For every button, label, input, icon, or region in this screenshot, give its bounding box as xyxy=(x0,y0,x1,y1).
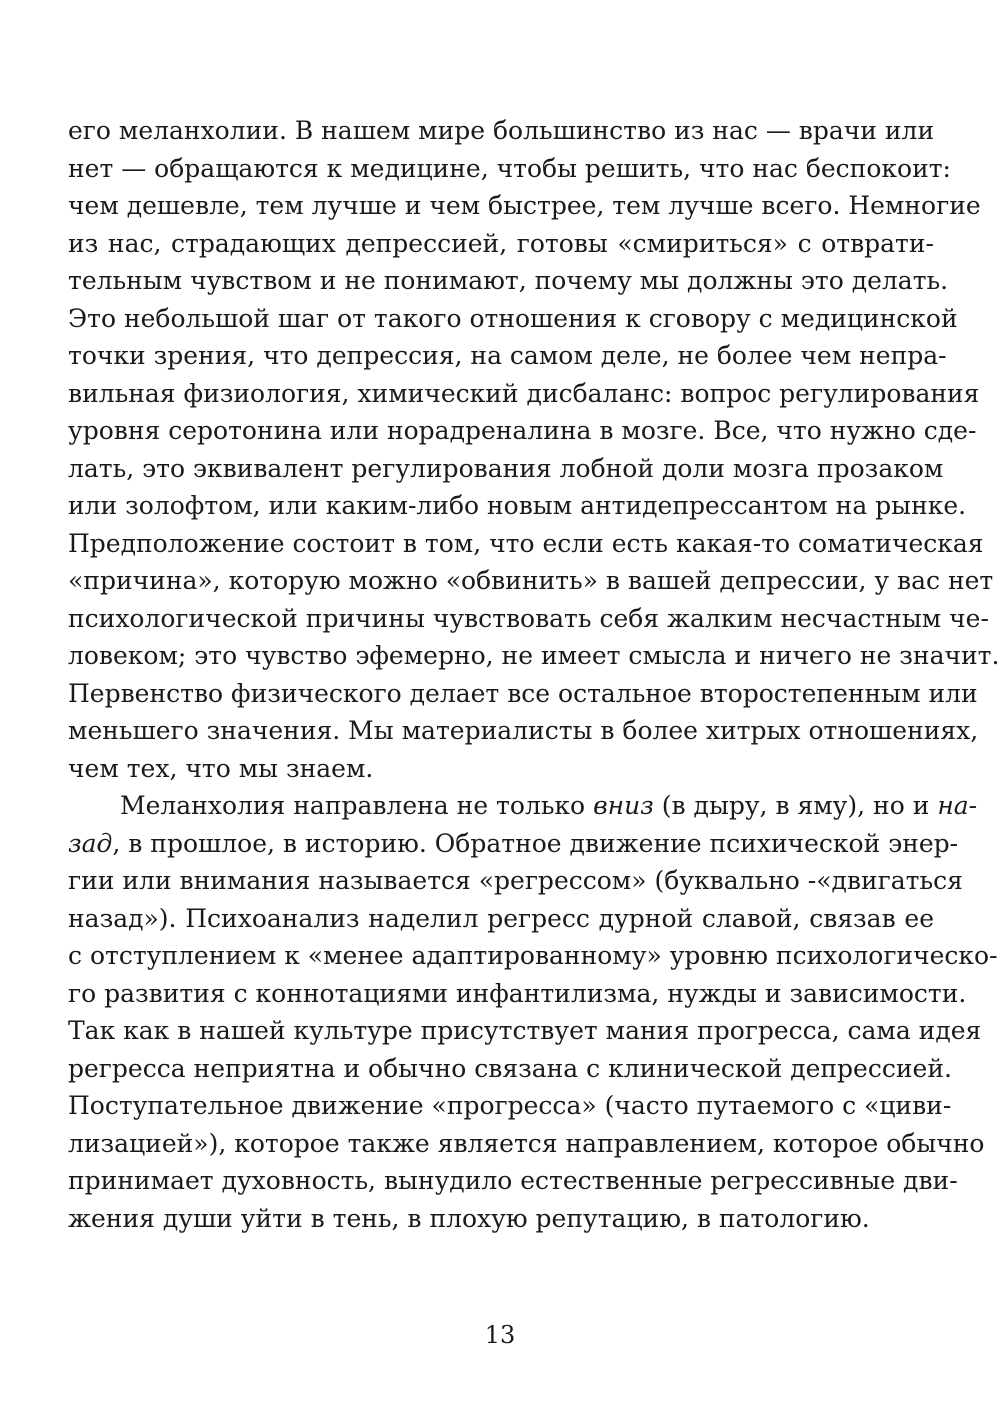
text-line: его меланхолии. В нашем мире большинство из нас — врачи или xyxy=(68,116,935,145)
body-text xyxy=(68,112,1000,1237)
italic-word: зад xyxy=(68,828,113,858)
text-line: Первенство физического делает все остальное второстепенным или xyxy=(68,678,978,708)
text-line xyxy=(68,787,978,825)
text-line: ловеком; это чувство эфемерно, не имеет смысла и ничего не значит. xyxy=(68,641,1000,670)
text-line: с отступлением к «менее адаптированному» уровню психологическо- xyxy=(68,941,998,970)
text-line: уровня серотонина или норадреналина в мозге. Все, что нужно сде- xyxy=(68,416,977,445)
text-line: жения души уйти в тень, в плохую репутацию, в патологию. xyxy=(68,1203,870,1233)
text-line: гии или внимания называется «регрессом» (буквально -«двигаться xyxy=(68,866,963,895)
text-line: «причина», которую можно «обвинить» в вашей депрессии, у вас нет xyxy=(68,566,994,595)
text-line: Это небольшой шаг от такого отношения к сговору с медицинской xyxy=(68,303,958,333)
text-line: Предположение состоит в том, что если есть какая-то соматическая xyxy=(68,528,984,558)
text-line: или золофтом, или каким-либо новым антидепрессантом на рынке. xyxy=(68,491,967,520)
text-line: меньшего значения. Мы материалисты в более хитрых отношениях, xyxy=(68,716,979,745)
text-line: чем дешевле, тем лучше и чем быстрее, тем лучше всего. Немногие xyxy=(68,191,981,220)
text-line: лать, это эквивалент регулирования лобной доли мозга прозаком xyxy=(68,453,944,483)
text-run: , в прошлое, в историю. Обратное движение психической энер- xyxy=(112,828,959,858)
text-line: Поступательное движение «прогресса» (часто путаемого с «циви- xyxy=(68,1091,952,1120)
text-line: принимает духовность, вынудило естественные регрессивные дви- xyxy=(68,1166,958,1195)
text-line xyxy=(68,825,959,863)
text-run: Меланхолия направлена не только xyxy=(120,791,594,820)
text-run: (в дыру, в яму), но и xyxy=(653,791,938,820)
text-line: назад»). Психоанализ наделил регресс дурной славой, связав ее xyxy=(68,903,934,933)
text-line: вильная физиология, химический дисбаланс: вопрос регулирования xyxy=(68,378,980,408)
page-number: 13 xyxy=(484,1321,516,1349)
text-line: чем тех, что мы знаем. xyxy=(68,753,374,783)
italic-word: на- xyxy=(937,791,978,820)
text-line: го развития с коннотациями инфантилизма, нужды и зависимости. xyxy=(68,978,967,1008)
text-line: тельным чувством и не понимают, почему мы должны это делать. xyxy=(68,266,949,295)
text-line: нет — обращаются к медицине, чтобы решить, что нас беспокоит: xyxy=(68,153,951,183)
text-line: Так как в нашей культуре присутствует мания прогресса, сама идея xyxy=(68,1016,982,1045)
italic-word: вниз xyxy=(593,791,654,820)
text-line: точки зрения, что депрессия, на самом деле, не более чем непра- xyxy=(68,341,947,370)
text-line: из нас, страдающих депрессией, готовы «смириться» с отврати- xyxy=(68,228,934,258)
text-line: лизацией»), которое также является направлением, которое обычно xyxy=(68,1128,985,1158)
text-line: психологической причины чувствовать себя жалким несчастным че- xyxy=(68,603,989,633)
text-line: регресса неприятна и обычно связана с клинической депрессией. xyxy=(68,1053,952,1083)
